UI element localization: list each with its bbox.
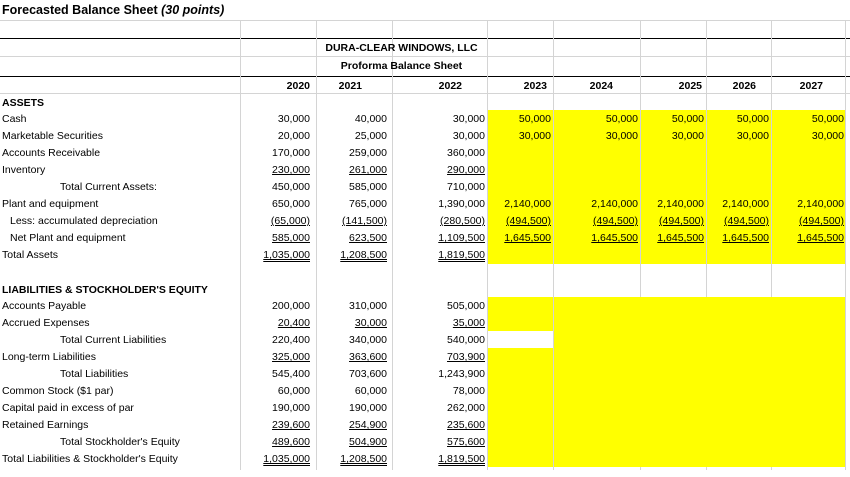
cell-re-2021[interactable]: 254,900 [349,419,387,431]
cell-ltl-2022[interactable]: 703,900 [447,351,485,363]
row-label-ta: Total Assets [2,249,59,261]
cell-ad-2021[interactable]: (141,500) [342,215,387,227]
cell-ad-2023[interactable]: (494,500) [506,215,551,227]
cell-pe-2023[interactable]: 2,140,000 [504,198,551,210]
assets-header: ASSETS [2,97,45,109]
year-2027: 2027 [799,80,823,92]
cell-cash-2021[interactable]: 40,000 [354,113,387,125]
cell-ta-2020[interactable]: 1,035,000 [263,249,310,261]
cell-ms-2024[interactable]: 30,000 [605,130,638,142]
cell-ar-2021[interactable]: 259,000 [349,147,387,159]
cell-tl-2020[interactable]: 545,400 [272,368,310,380]
cell-ms-2026[interactable]: 30,000 [736,130,769,142]
cell-cp-2022[interactable]: 262,000 [447,402,485,414]
cell-ta-2022[interactable]: 1,819,500 [438,249,485,261]
cell-inv-2022[interactable]: 290,000 [447,164,485,176]
row-label-re: Retained Earnings [2,419,89,431]
cell-ms-2021[interactable]: 25,000 [354,130,387,142]
cell-ms-2023[interactable]: 30,000 [518,130,551,142]
cell-cash-2024[interactable]: 50,000 [605,113,638,125]
cell-tse-2021[interactable]: 504,900 [349,436,387,448]
cell-ltl-2021[interactable]: 363,600 [349,351,387,363]
cell-npe-2025[interactable]: 1,645,500 [657,232,704,244]
cell-npe-2024[interactable]: 1,645,500 [591,232,638,244]
cell-ms-2020[interactable]: 20,000 [277,130,310,142]
cell-cash-2022[interactable]: 30,000 [452,113,485,125]
row-label-cash: Cash [2,113,27,125]
row-label-pe: Plant and equipment [2,198,99,210]
cell-ae-2021[interactable]: 30,000 [354,317,387,329]
cell-cash-2025[interactable]: 50,000 [671,113,704,125]
cell-pe-2027[interactable]: 2,140,000 [797,198,844,210]
year-2022: 2022 [438,80,462,92]
cell-ap-2022[interactable]: 505,000 [447,300,485,312]
year-2023: 2023 [523,80,547,92]
cell-re-2022[interactable]: 235,600 [447,419,485,431]
row-label-ar: Accounts Receivable [2,147,101,159]
row-label-ap: Accounts Payable [2,300,87,312]
row-label-tse: Total Stockholder's Equity [60,436,180,448]
year-2024: 2024 [589,80,613,92]
row-label-tle: Total Liabilities & Stockholder's Equity [2,453,178,465]
report-subtitle: Proforma Balance Sheet [340,60,463,72]
row-label-npe: Net Plant and equipment [10,232,126,244]
cell-re-2020[interactable]: 239,600 [272,419,310,431]
company-name: DURA-CLEAR WINDOWS, LLC [325,42,478,54]
row-label-tcl: Total Current Liabilities [60,334,167,346]
year-2025: 2025 [678,80,702,92]
cell-ms-2022[interactable]: 30,000 [452,130,485,142]
cell-cash-2023[interactable]: 50,000 [518,113,551,125]
year-2026: 2026 [732,80,756,92]
cell-ae-2022[interactable]: 35,000 [452,317,485,329]
cell-tle-2021[interactable]: 1,208,500 [340,453,387,465]
cell-ar-2020[interactable]: 170,000 [272,147,310,159]
cell-ms-2025[interactable]: 30,000 [671,130,704,142]
cell-cp-2020[interactable]: 190,000 [272,402,310,414]
cell-inv-2020[interactable]: 230,000 [272,164,310,176]
row-label-cs: Common Stock ($1 par) [2,385,114,397]
row-label-tca: Total Current Assets: [60,181,157,193]
cell-npe-2021[interactable]: 623,500 [349,232,387,244]
row-label-cp: Capital paid in excess of par [2,402,134,414]
cell-tl-2021[interactable]: 703,600 [349,368,387,380]
cell-npe-2027[interactable]: 1,645,500 [797,232,844,244]
cell-tcl-2021[interactable]: 340,000 [349,334,387,346]
cell-ad-2022[interactable]: (280,500) [440,215,485,227]
cell-npe-2020[interactable]: 585,000 [272,232,310,244]
cell-tca-2022[interactable]: 710,000 [447,181,485,193]
cell-cs-2021[interactable]: 60,000 [354,385,387,397]
cell-tle-2020[interactable]: 1,035,000 [263,453,310,465]
cell-pe-2026[interactable]: 2,140,000 [722,198,769,210]
sheet-title: Forecasted Balance Sheet (30 points) [2,3,225,17]
cell-ad-2025[interactable]: (494,500) [659,215,704,227]
cell-ad-2020[interactable]: (65,000) [270,215,310,227]
row-label-tl: Total Liabilities [60,368,129,380]
cell-cp-2021[interactable]: 190,000 [349,402,387,414]
cell-cash-2026[interactable]: 50,000 [736,113,769,125]
cell-ar-2022[interactable]: 360,000 [447,147,485,159]
cell-pe-2025[interactable]: 2,140,000 [657,198,704,210]
cell-ad-2024[interactable]: (494,500) [593,215,638,227]
cell-ms-2027[interactable]: 30,000 [811,130,844,142]
cell-pe-2021[interactable]: 765,000 [349,198,387,210]
cell-ap-2020[interactable]: 200,000 [272,300,310,312]
cell-tse-2020[interactable]: 489,600 [272,436,310,448]
cell-tse-2022[interactable]: 575,600 [447,436,485,448]
year-2020: 2020 [286,80,310,92]
cell-npe-2026[interactable]: 1,645,500 [722,232,769,244]
cell-tl-2022[interactable]: 1,243,900 [438,368,485,380]
cell-ltl-2020[interactable]: 325,000 [272,351,310,363]
row-label-ae: Accrued Expenses [2,317,90,329]
cell-ap-2021[interactable]: 310,000 [349,300,387,312]
cell-cash-2020[interactable]: 30,000 [277,113,310,125]
cell-cs-2020[interactable]: 60,000 [277,385,310,397]
cell-tca-2020[interactable]: 450,000 [272,181,310,193]
cell-tcl-2022[interactable]: 540,000 [447,334,485,346]
cell-ad-2026[interactable]: (494,500) [724,215,769,227]
liabilities-header: LIABILITIES & STOCKHOLDER'S EQUITY [2,284,208,296]
cell-ad-2027[interactable]: (494,500) [799,215,844,227]
cell-tcl-2020[interactable]: 220,400 [272,334,310,346]
cell-cash-2027[interactable]: 50,000 [811,113,844,125]
cell-tle-2022[interactable]: 1,819,500 [438,453,485,465]
row-label-ad: Less: accumulated depreciation [10,215,158,227]
cell-npe-2023[interactable]: 1,645,500 [504,232,551,244]
cell-pe-2022[interactable]: 1,390,000 [438,198,485,210]
row-label-ltl: Long-term Liabilities [2,351,96,363]
cell-ta-2021[interactable]: 1,208,500 [340,249,387,261]
cell-cs-2022[interactable]: 78,000 [452,385,485,397]
cell-tca-2021[interactable]: 585,000 [349,181,387,193]
year-2021: 2021 [338,80,362,92]
row-label-inv: Inventory [2,164,46,176]
cell-npe-2022[interactable]: 1,109,500 [438,232,485,244]
row-label-ms: Marketable Securities [2,130,103,142]
cell-pe-2020[interactable]: 650,000 [272,198,310,210]
cell-ae-2020[interactable]: 20,400 [277,317,310,329]
cell-inv-2021[interactable]: 261,000 [349,164,387,176]
cell-pe-2024[interactable]: 2,140,000 [591,198,638,210]
